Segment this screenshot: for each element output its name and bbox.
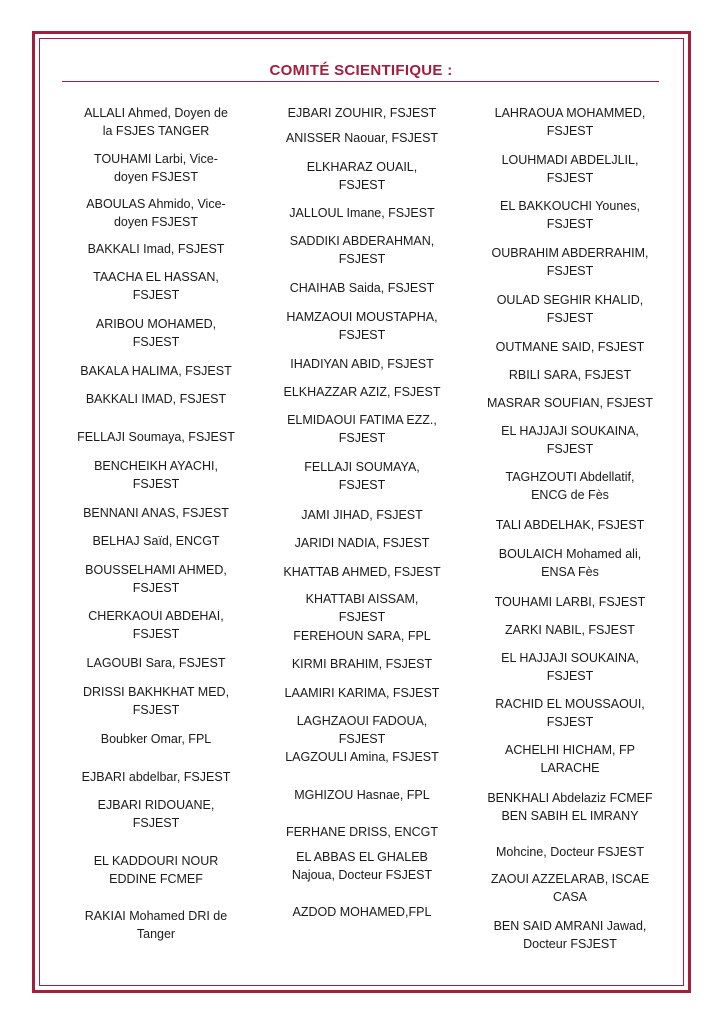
committee-member: ZAOUI AZZELARAB, ISCAE CASA (490, 872, 650, 904)
committee-member: ARIBOU MOHAMED, FSJEST (95, 317, 217, 349)
committee-member: DRISSI BAKHKHAT MED, FSJEST (82, 685, 230, 717)
title-underline (62, 81, 659, 82)
committee-member: CHERKAOUI ABDEHAI, FSJEST (88, 609, 224, 641)
committee-member: BENNANI ANAS, FSJEST (83, 506, 229, 520)
committee-member: JAMI JIHAD, FSJEST (301, 508, 423, 522)
committee-member: TOUHAMI LARBI, FSJEST (494, 595, 646, 609)
committee-member: FERHANE DRISS, ENCGT (285, 825, 439, 839)
committee-member: ALLALI Ahmed, Doyen de la FSJES TANGER (84, 106, 228, 138)
committee-member: Mohcine, Docteur FSJEST (496, 845, 644, 859)
committee-member: Boubker Omar, FPL (100, 732, 212, 746)
committee-member: LOUHMADI ABDELJLIL, FSJEST (501, 153, 639, 185)
committee-member: MGHIZOU Hasnae, FPL (294, 788, 430, 802)
committee-member: JARIDI NADIA, FSJEST (294, 536, 430, 550)
committee-member: ANISSER Naouar, FSJEST (285, 131, 439, 145)
committee-member: BAKKALI Imad, FSJEST (87, 242, 225, 256)
committee-member: KHATTABI AISSAM, FSJEST (305, 592, 419, 624)
committee-member: EL KADDOURI NOUR EDDINE FCMEF (93, 854, 219, 886)
committee-member: TOUHAMI Larbi, Vice- doyen FSJEST (94, 152, 218, 184)
committee-member: FELLAJI Soumaya, FSJEST (77, 430, 235, 444)
committee-member: LAHRAOUA MOHAMMED, FSJEST (494, 106, 646, 138)
committee-member: ELKHAZZAR AZIZ, FSJEST (283, 385, 441, 399)
committee-member: RBILI SARA, FSJEST (508, 368, 632, 382)
committee-member: BEN SAID AMRANI Jawad, Docteur FSJEST (493, 919, 647, 951)
committee-member: BENKHALI Abdelaziz FCMEF BEN SABIH EL IMRANY (487, 791, 653, 823)
committee-member: OULAD SEGHIR KHALID, FSJEST (496, 293, 644, 325)
committee-member: BENCHEIKH AYACHI, FSJEST (94, 459, 218, 491)
committee-member: HAMZAOUI MOUSTAPHA, FSJEST (286, 310, 438, 342)
committee-member: KHATTAB AHMED, FSJEST (283, 565, 441, 579)
committee-member: LAAMIRI KARIMA, FSJEST (284, 686, 440, 700)
committee-member: BELHAJ Saïd, ENCGT (92, 534, 220, 548)
committee-member: BAKKALI IMAD, FSJEST (85, 392, 227, 406)
committee-member: BAKALA HALIMA, FSJEST (80, 364, 232, 378)
committee-member: JALLOUL Imane, FSJEST (289, 206, 435, 220)
committee-member: OUBRAHIM ABDERRAHIM, FSJEST (491, 246, 649, 278)
committee-member: ACHELHI HICHAM, FP LARACHE (505, 743, 635, 775)
committee-member: EL HAJJAJI SOUKAINA, FSJEST (501, 651, 639, 683)
committee-member: AZDOD MOHAMED,FPL (292, 905, 432, 919)
committee-member: FELLAJI SOUMAYA, FSJEST (304, 460, 420, 492)
committee-member: ELMIDAOUI FATIMA EZZ., FSJEST (287, 413, 437, 445)
committee-member: TALI ABDELHAK, FSJEST (495, 518, 645, 532)
committee-member: MASRAR SOUFIAN, FSJEST (487, 396, 653, 410)
committee-member: LAGZOULI Amina, FSJEST (285, 750, 439, 764)
committee-member: BOULAICH Mohamed ali, ENSA Fès (498, 547, 642, 579)
committee-member: ELKHARAZ OUAIL, FSJEST (306, 160, 418, 192)
committee-member: RACHID EL MOUSSAOUI, FSJEST (495, 697, 645, 729)
committee-member: BOUSSELHAMI AHMED, FSJEST (85, 563, 227, 595)
committee-member: TAACHA EL HASSAN, FSJEST (93, 270, 219, 302)
committee-member: LAGHZAOUI FADOUA, FSJEST (296, 714, 428, 746)
committee-member: OUTMANE SAID, FSJEST (495, 340, 645, 354)
committee-member: ABOULAS Ahmido, Vice- doyen FSJEST (86, 197, 226, 229)
committee-member: CHAIHAB Saida, FSJEST (289, 281, 435, 295)
committee-member: IHADIYAN ABID, FSJEST (290, 357, 434, 371)
committee-member: TAGHZOUTI Abdellatif, ENCG de Fès (505, 470, 635, 502)
committee-member: RAKIAI Mohamed DRI de Tanger (84, 909, 228, 941)
committee-member: EL BAKKOUCHI Younes, FSJEST (500, 199, 640, 231)
committee-member: EJBARI RIDOUANE, FSJEST (97, 798, 215, 830)
committee-member: ZARKI NABIL, FSJEST (505, 623, 635, 637)
committee-member: EJBARI abdelbar, FSJEST (81, 770, 231, 784)
committee-member: FEREHOUN SARA, FPL (293, 629, 431, 643)
committee-member: LAGOUBI Sara, FSJEST (86, 656, 226, 670)
committee-member: KIRMI BRAHIM, FSJEST (291, 657, 433, 671)
committee-member: EL HAJJAJI SOUKAINA, FSJEST (501, 424, 639, 456)
committee-member: EL ABBAS EL GHALEB Najoua, Docteur FSJEST (291, 850, 433, 882)
committee-member: SADDIKI ABDERAHMAN, FSJEST (289, 234, 435, 266)
page-title: COMITÉ SCIENTIFIQUE : (269, 62, 453, 79)
committee-member: EJBARI ZOUHIR, FSJEST (287, 106, 437, 120)
